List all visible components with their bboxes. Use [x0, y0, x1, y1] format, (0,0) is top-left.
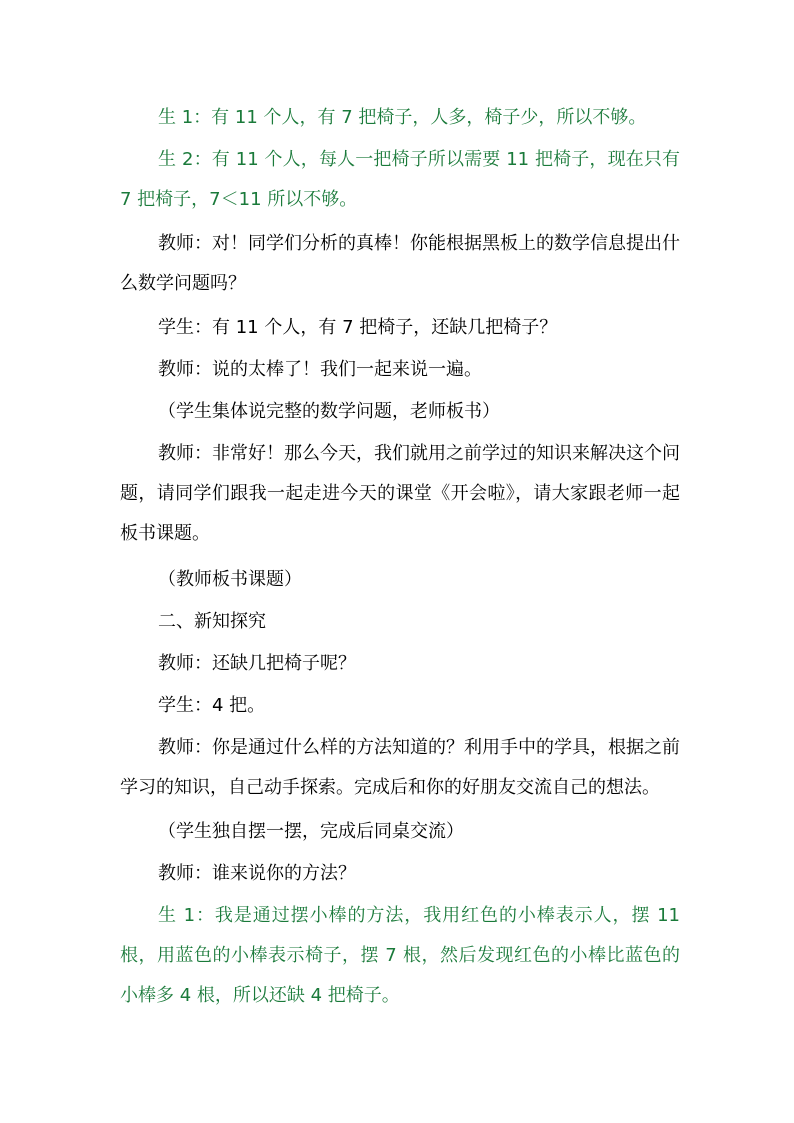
section-heading: 二、新知探究 — [158, 611, 266, 632]
teacher-ask-missing: 教师：还缺几把椅子呢？ — [158, 653, 356, 674]
stage-note-board: （学生集体说完整的数学问题，老师板书） — [158, 401, 500, 422]
student-2-answer: 生 2：有 11 个人，每人一把椅子所以需要 11 把椅子，现在只有 7 把椅子，7＜11 所以不够。 — [120, 149, 680, 210]
teacher-question: 教师：对！同学们分析的真棒！你能根据黑板上的数学信息提出什么数学问题吗？ — [120, 233, 680, 294]
teacher-who-explains: 教师：谁来说你的方法？ — [158, 863, 356, 884]
stage-note-explore: （学生独自摆一摆，完成后同桌交流） — [158, 821, 464, 842]
student-question: 学生：有 11 个人，有 7 把椅子，还缺几把椅子？ — [158, 317, 558, 338]
teacher-introduction: 教师：非常好！那么今天，我们就用之前学过的知识来解决这个问题，请同学们跟我一起走进今天的课堂《开会啦》，请大家跟老师一起板书课题。 — [120, 443, 680, 544]
student-1-method: 生 1：我是通过摆小棒的方法，我用红色的小棒表示人，摆 11 根，用蓝色的小棒表示椅子，摆 7 根，然后发现红色的小棒比蓝色的小棒多 4 根，所以还缺 4 把椅子。 — [120, 905, 680, 1006]
teacher-praise: 教师：说的太棒了！我们一起来说一遍。 — [158, 359, 482, 380]
teacher-method-prompt: 教师：你是通过什么样的方法知道的？利用手中的学具，根据之前学习的知识，自己动手探索。完成后和你的好朋友交流自己的想法。 — [120, 737, 680, 798]
student-answer-four: 学生：4 把。 — [158, 695, 266, 716]
stage-note-title: （教师板书课题） — [158, 569, 302, 590]
student-1-answer: 生 1：有 11 个人，有 7 把椅子，人多，椅子少，所以不够。 — [158, 107, 647, 128]
